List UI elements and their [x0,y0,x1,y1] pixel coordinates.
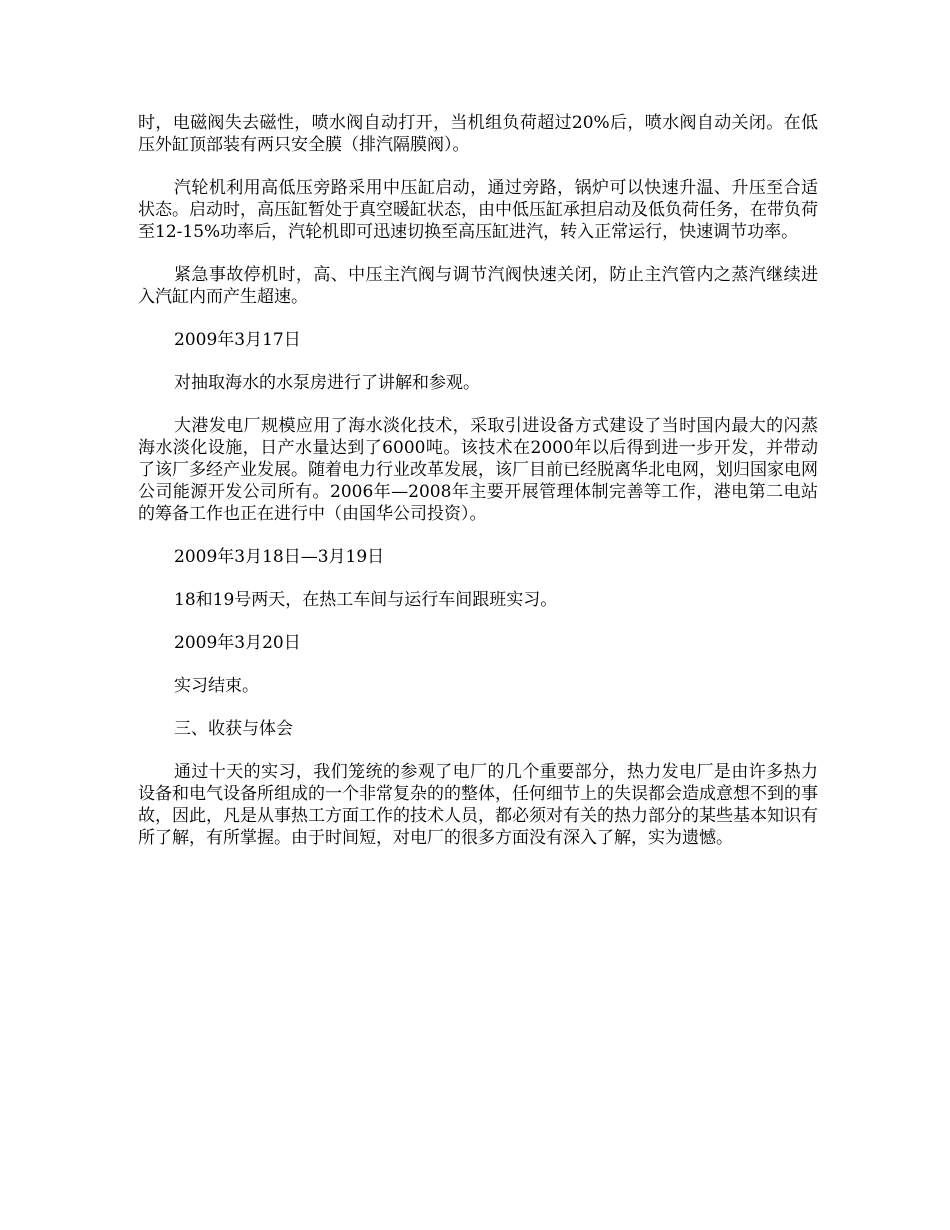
paragraph-shift-practice: 18和19号两天，在热工车间与运行车间跟班实习。 [174,590,558,610]
paragraph-continuation: 时，电磁阀失去磁性，喷水阀自动打开，当机组负荷超过20%后，喷水阀自动关闭。在低压外缸顶部装有两只安全膜（排汽隔膜阀）。 [138,113,818,155]
date-heading-mar-17: 2009年3月17日 [174,330,301,350]
paragraph-pump-house: 对抽取海水的水泵房进行了讲解和参观。 [174,373,480,393]
document-page [138,112,818,849]
paragraph-emergency-stop: 紧急事故停机时，高、中压主汽阀与调节汽阀快速关闭，防止主汽管内之蒸汽继续进入汽缸内而产生超速。 [138,265,818,307]
date-heading-mar-20: 2009年3月20日 [174,633,301,653]
paragraph-turbine-startup: 汽轮机利用高低压旁路采用中压缸启动，通过旁路，锅炉可以快速升温、升压至合适状态。启动时，高压缸暂处于真空暖缸状态，由中低压缸承担启动及低负荷任务，在带负荷至12-15%功率后，汽轮机即可迅速切换至高压缸进汽，转入正常运行，快速调节功率。 [138,178,818,242]
section-heading-gains: 三、收获与体会 [174,719,293,739]
paragraph-desalination: 大港发电厂规模应用了海水淡化技术，采取引进设备方式建设了当时国内最大的闪蒸海水淡化设施，日产水量达到了6000吨。该技术在2000年以后得到进一步开发，并带动了该厂多经产业发展。随着电力行业改革发展，该厂目前已经脱离华北电网，划归国家电网公司能源开发公司所有。2006年—2008年主要开展管理体制完善等工作，港电第二电站的筹备工作也正在进行中（由国华公司投资）。 [138,416,818,524]
paragraph-internship-end: 实习结束。 [174,676,259,696]
date-heading-mar-18-19: 2009年3月18日—3月19日 [174,547,385,567]
paragraph-conclusion: 通过十天的实习，我们笼统的参观了电厂的几个重要部分，热力发电厂是由许多热力设备和电气设备所组成的一个非常复杂的的整体，任何细节上的失误都会造成意想不到的事故，因此，凡是从事热工方面工作的技术人员，都必须对有关的热力部分的某些基本知识有所了解，有所掌握。由于时间短，对电厂的很多方面没有深入了解，实为遗憾。 [138,762,818,848]
